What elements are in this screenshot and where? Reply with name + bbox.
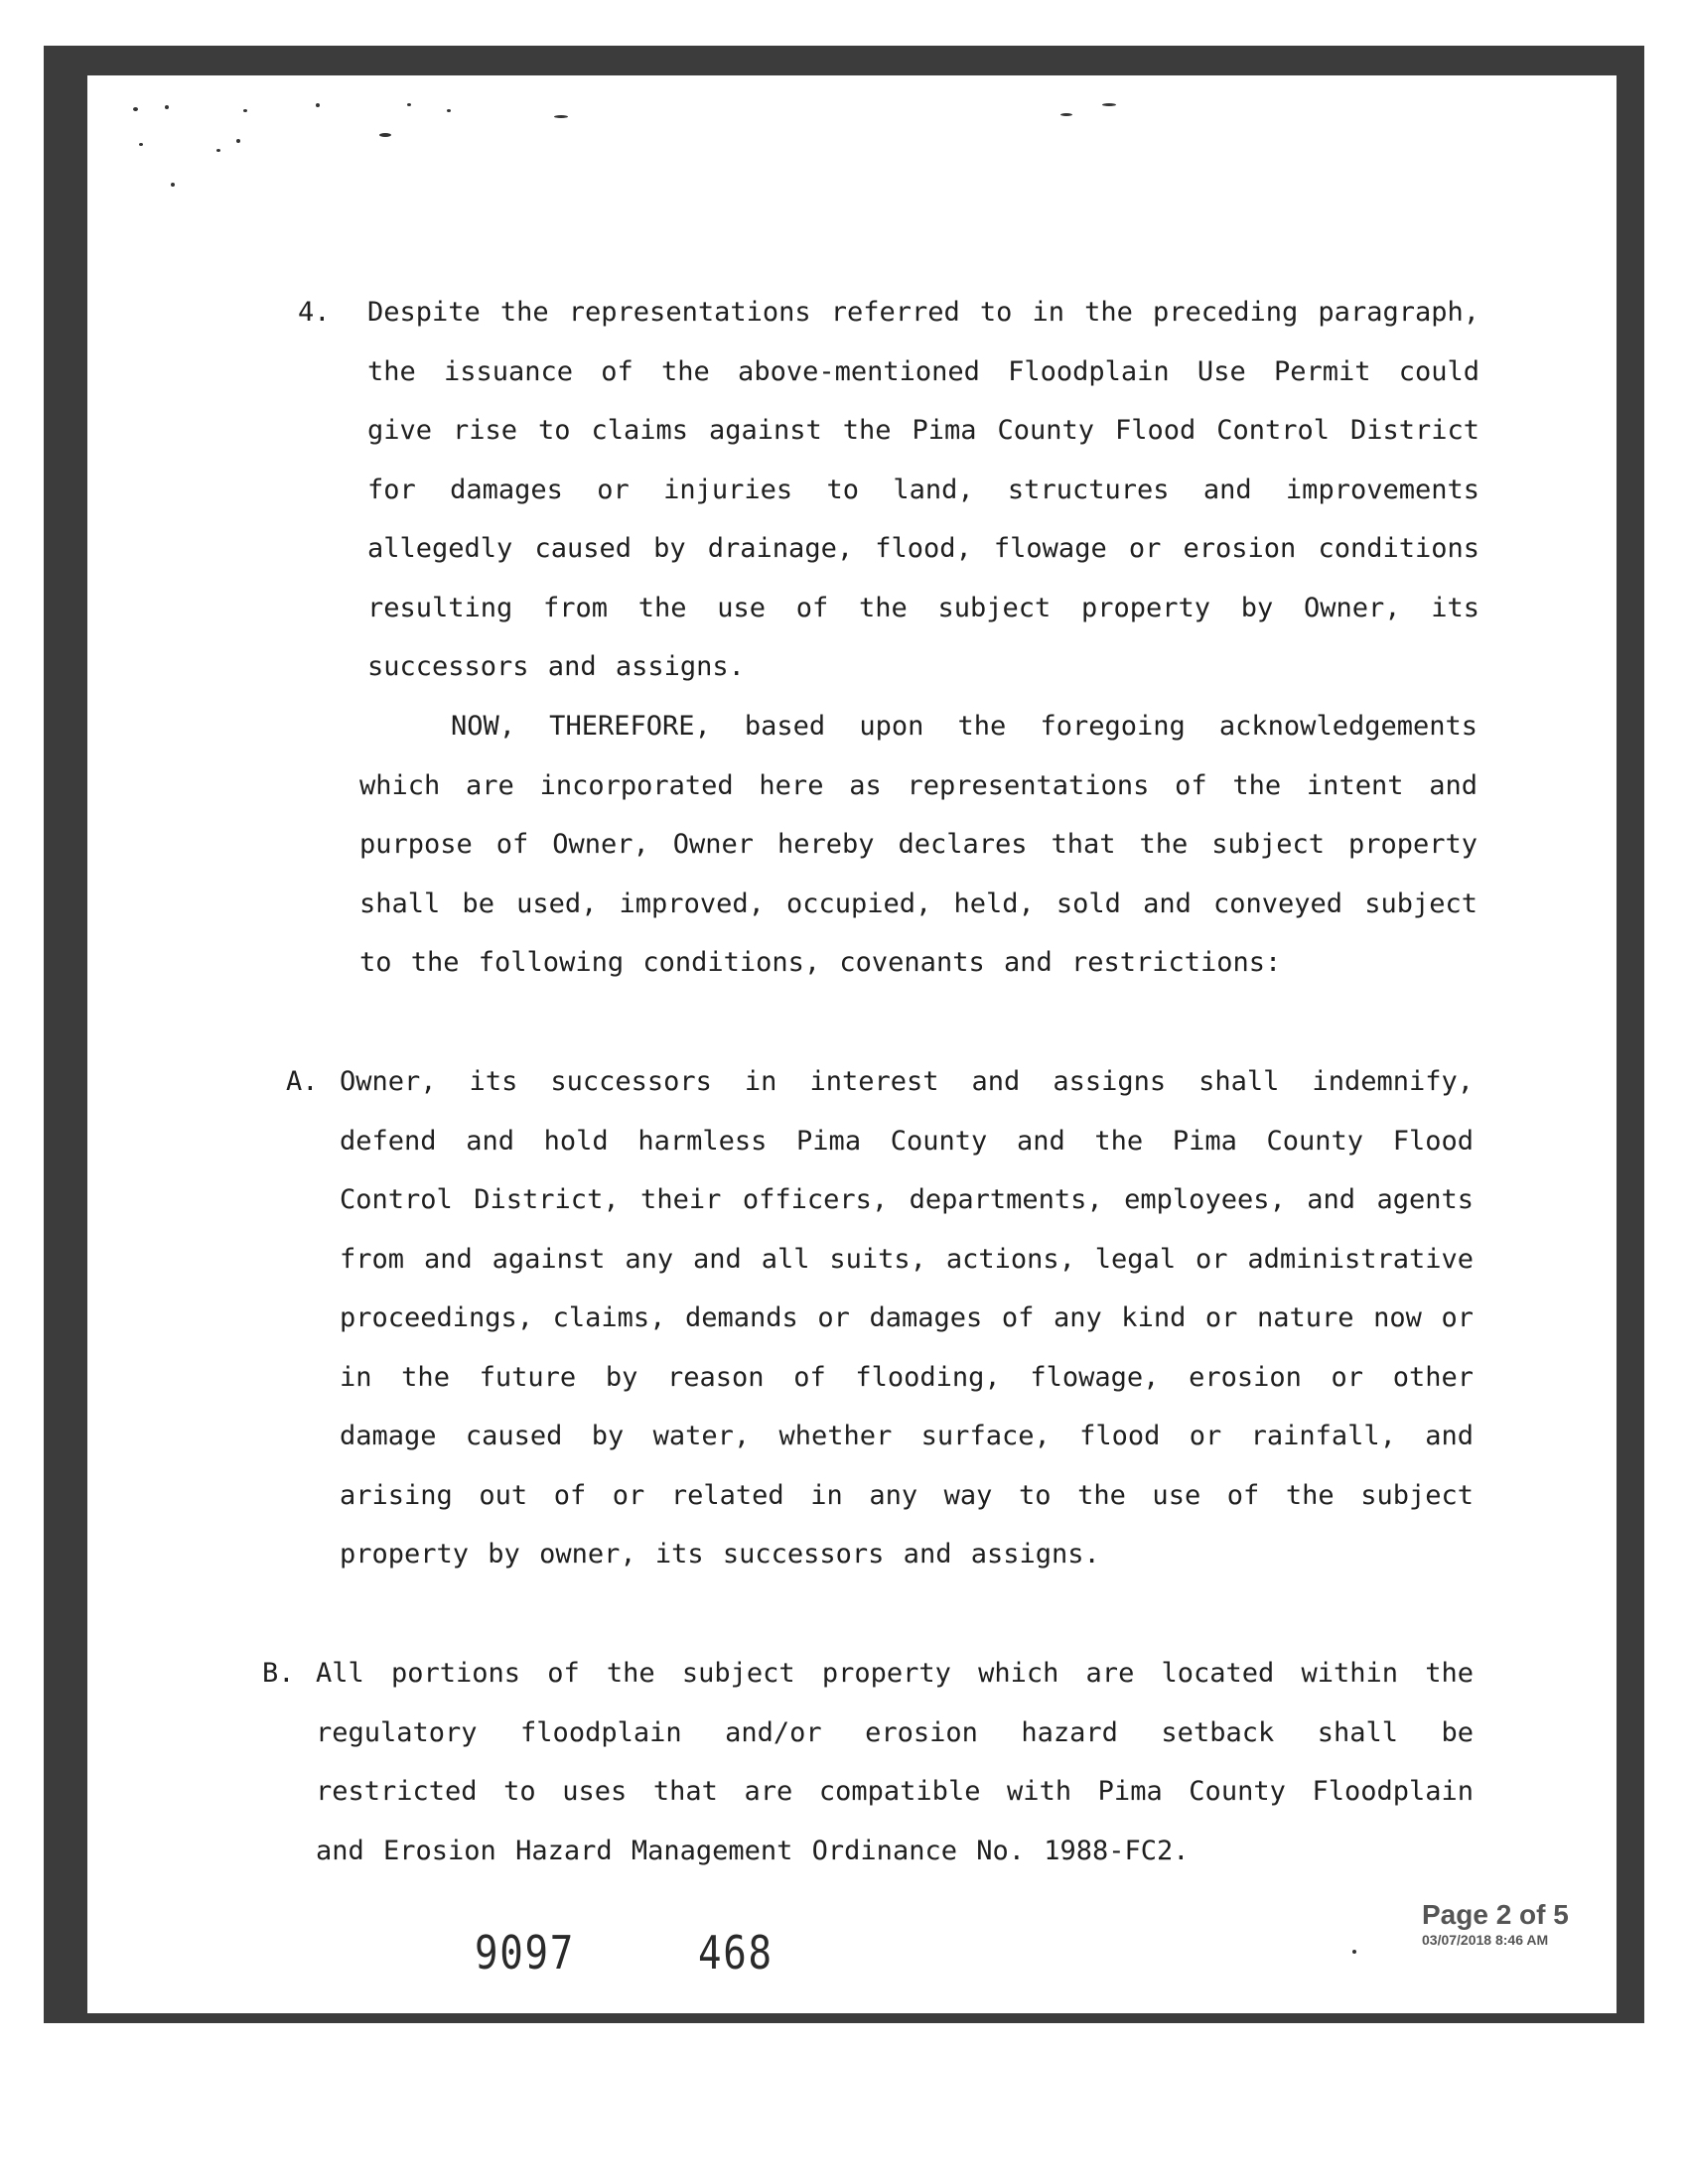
page-label: Page 2 of 5 bbox=[1422, 1899, 1569, 1930]
docket-number: 9097 bbox=[475, 1926, 575, 1979]
paragraph-4: Despite the representations referred to in the preceding paragraph, the issuance of the above-mentioned Floodplain Use Permit could give rise to claims against the Pima County Flood Control District for damages or injuries to land, structures and improvements allegedly caused by drainage, flood, flowage or erosion conditions resulting from the use of the subject property by Owner, its successors and assigns. bbox=[367, 297, 1479, 682]
clause-b: All portions of the subject property which are located within the regulatory floodplain and/or erosion hazard setback shall be restricted to uses that are compatible with Pima County Floodplain and Erosion Hazard Management Ordinance No. 1988-FC2. bbox=[316, 1658, 1474, 1866]
print-timestamp: 03/07/2018 8:46 AM bbox=[1422, 1932, 1549, 1948]
clause-a-letter: A. bbox=[286, 1066, 319, 1097]
paragraph-number: 4. bbox=[298, 297, 331, 328]
clause-a: Owner, its successors in interest and assigns shall indemnify, defend and hold harmless Pima County and the Pima County Flood Control District, their officers, departments, employees, and agents from and against any and all suits, actions, legal or administrative proceedings, claims, demands or damages of any kind or nature now or in the future by reason of flooding, flowage, erosion or other damage caused by water, whether surface, flood or rainfall, and arising out of or related in any way to the use of the subject property by owner, its successors and assigns. bbox=[340, 1066, 1474, 1570]
page-number: 468 bbox=[698, 1926, 774, 1979]
now-therefore-paragraph: NOW, THEREFORE, based upon the foregoing acknowledgements which are incorporated here as representations of the intent and purpose of Owner, Owner hereby declares that the subject property shall be used, improved, occupied, held, sold and conveyed subject to the following conditions, covenants and restrictions: bbox=[359, 711, 1477, 978]
clause-b-letter: B. bbox=[262, 1658, 295, 1689]
page-stamp bbox=[1422, 1899, 1569, 1949]
